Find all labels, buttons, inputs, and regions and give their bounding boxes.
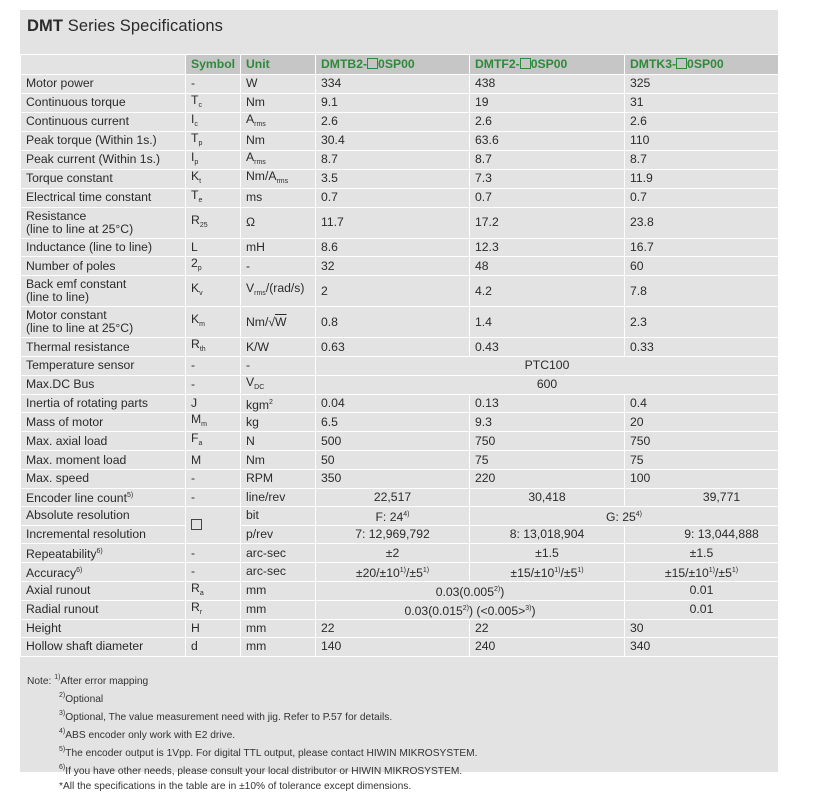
table-cell: Inertia of rotating parts [21, 394, 186, 413]
encoder-symbol-box [186, 507, 241, 544]
table-cell: Electrical time constant [21, 188, 186, 207]
table-cell: 30,418 [470, 488, 625, 507]
row-encoder-line-count [21, 488, 779, 507]
table-cell: Nm [241, 93, 316, 112]
table-cell: Torque constant [21, 169, 186, 188]
table-cell: 110 [625, 131, 779, 150]
table-cell: J [186, 394, 241, 413]
table-cell: 75 [470, 451, 625, 470]
table-cell: 0.63 [316, 338, 470, 357]
table-cell: Continuous current [21, 112, 186, 131]
table-cell: 2 [316, 276, 470, 307]
page-title: DMT Series Specifications [27, 17, 223, 35]
table-cell: $\pm 15/\pm 10^{1)}/\pm 5^{1)}$ [470, 562, 625, 581]
table-cell: d [186, 638, 241, 657]
table-cell: 11.9 [625, 169, 779, 188]
table-cell: - [186, 488, 241, 507]
table-cell: Temperature sensor [21, 357, 186, 376]
row-absolute-resolution [21, 507, 779, 526]
table-cell: 75 [625, 451, 779, 470]
table-cell: Nm [241, 131, 316, 150]
table-cell: 17.2 [470, 207, 625, 238]
table-cell: $A_{rms}$ [241, 150, 316, 169]
note-3: $^{3)}$Optional, The value measurement need with jig. Refer to P.57 for details. [59, 710, 393, 724]
table-cell: 16.7 [625, 238, 779, 257]
header-model-b2: DMTB2- 0SP00 [316, 55, 470, 75]
table-cell: 438 [470, 75, 625, 94]
table-cell: 3.5 [316, 169, 470, 188]
row-accuracy [21, 562, 779, 581]
table-cell: $R_{th}$ [186, 338, 241, 357]
table-cell: - [186, 469, 241, 488]
note-7: *All the specifications in the table are in ±10% of tolerance except dimensions. [59, 780, 412, 792]
table-cell: 750 [625, 432, 779, 451]
table-cell: 4.2 [470, 276, 625, 307]
table-cell: 0.03(0.015$^{2)}$) (<0.005>$^{3)}$) [316, 600, 625, 619]
table-cell: Hollow shaft diameter [21, 638, 186, 657]
row-motor-power [21, 75, 779, 94]
table-cell: ±1.5 [470, 544, 625, 563]
table-cell: $V_{rms}/(rad/s)$ [241, 276, 316, 307]
row-resistance [21, 207, 779, 238]
table-cell: - [186, 544, 241, 563]
table-cell: 0.7 [316, 188, 470, 207]
table-cell: 22 [470, 619, 625, 638]
table-cell: Max. speed [21, 469, 186, 488]
row-back-emf [21, 276, 779, 307]
row-axial-runout [21, 581, 779, 600]
note-4: $^{4)}$ABS encoder only work with E2 drive. [59, 728, 236, 742]
table-cell: 0.7 [470, 188, 625, 207]
table-cell: 48 [470, 257, 625, 276]
table-cell: 0.01 [625, 581, 779, 600]
row-max-speed [21, 469, 779, 488]
table-cell: N [241, 432, 316, 451]
table-cell: Mass of motor [21, 413, 186, 432]
note-2: $^{2)}$Optional [59, 692, 104, 706]
row-electrical-time-constant [21, 188, 779, 207]
table-cell: line/rev [241, 488, 316, 507]
table-cell: 0.8 [316, 307, 470, 338]
row-max-axial-load [21, 432, 779, 451]
row-continuous-current [21, 112, 779, 131]
header-unit: Unit [241, 55, 316, 75]
table-cell: - [186, 562, 241, 581]
header-model-f2: DMTF2- 0SP00 [470, 55, 625, 75]
table-cell: 2.6 [625, 112, 779, 131]
table-cell: p/rev [241, 525, 316, 544]
table-cell: L [186, 238, 241, 257]
table-cell: $R_{25}$ [186, 207, 241, 238]
table-cell: $K_v$ [186, 276, 241, 307]
table-cell: $A_{rms}$ [241, 112, 316, 131]
table-cell: $I_p$ [186, 150, 241, 169]
table-cell: 22,517 [316, 488, 470, 507]
table-cell: Max.DC Bus [21, 375, 186, 394]
table-cell: 19 [470, 93, 625, 112]
footnotes [27, 671, 477, 794]
table-cell: 60 [625, 257, 779, 276]
header-row [21, 55, 779, 75]
table-cell: 2.6 [316, 112, 470, 131]
table-cell: bit [241, 507, 316, 526]
table-cell: 325 [625, 75, 779, 94]
header-symbol: Symbol [186, 55, 241, 75]
table-cell: - [186, 357, 241, 376]
placeholder-box-icon [676, 58, 687, 69]
table-cell: $M_m$ [186, 413, 241, 432]
table-cell: 12.3 [470, 238, 625, 257]
row-hollow-shaft-diameter [21, 638, 779, 657]
table-cell: kgm$^2$ [241, 394, 316, 413]
row-peak-torque [21, 131, 779, 150]
spec-table [20, 54, 779, 657]
table-cell: 6.5 [316, 413, 470, 432]
table-cell: 30.4 [316, 131, 470, 150]
table-cell: Ω [241, 207, 316, 238]
table-cell: 11.7 [316, 207, 470, 238]
spec-sheet [20, 10, 778, 792]
table-cell: 9: 13,044,888 [625, 525, 779, 544]
table-cell: Accuracy$^{6)}$ [21, 562, 186, 581]
table-cell: 140 [316, 638, 470, 657]
placeholder-box-icon [520, 58, 531, 69]
table-cell: W [241, 75, 316, 94]
table-cell: 32 [316, 257, 470, 276]
table-cell: Radial runout [21, 600, 186, 619]
table-cell: RPM [241, 469, 316, 488]
table-cell: 7.3 [470, 169, 625, 188]
row-motor-constant [21, 307, 779, 338]
table-cell: mm [241, 619, 316, 638]
table-cell: M [186, 451, 241, 470]
note-6: $^{6)}$If you have other needs, please consult your local distributor or HIWIN MIKROSYSTEM. [59, 764, 463, 778]
table-cell: Encoder line count$^{5)}$ [21, 488, 186, 507]
table-cell: 240 [470, 638, 625, 657]
row-radial-runout [21, 600, 779, 619]
table-cell: $Nm/A_{rms}$ [241, 169, 316, 188]
table-cell: $V_{DC}$ [241, 375, 316, 394]
table-cell: kg [241, 413, 316, 432]
table-cell: F: 24$^{4)}$ [316, 507, 470, 526]
row-max-dc-bus [21, 375, 779, 394]
table-cell: 750 [470, 432, 625, 451]
table-cell: Absolute resolution [21, 507, 186, 526]
row-peak-current [21, 150, 779, 169]
table-cell: $F_a$ [186, 432, 241, 451]
table-cell: 600 [316, 375, 779, 394]
table-cell: mm [241, 600, 316, 619]
table-cell: Number of poles [21, 257, 186, 276]
table-cell: $I_c$ [186, 112, 241, 131]
table-cell: 8.7 [316, 150, 470, 169]
table-cell: - [241, 357, 316, 376]
table-cell: Repeatability$^{6)}$ [21, 544, 186, 563]
table-cell: 0.01 [625, 600, 779, 619]
table-cell: Resistance (line to line at 25°C) [21, 207, 186, 238]
table-cell: Peak torque (Within 1s.) [21, 131, 186, 150]
table-cell: Inductance (line to line) [21, 238, 186, 257]
table-cell: 22 [316, 619, 470, 638]
table-cell: 0.13 [470, 394, 625, 413]
table-cell: K/W [241, 338, 316, 357]
table-cell: - [241, 257, 316, 276]
table-cell: 8.6 [316, 238, 470, 257]
table-cell: - [186, 75, 241, 94]
table-cell: 9.1 [316, 93, 470, 112]
table-cell: Max. moment load [21, 451, 186, 470]
table-cell: Motor constant (line to line at 25°C) [21, 307, 186, 338]
table-cell: arc-sec [241, 544, 316, 563]
row-thermal-resistance [21, 338, 779, 357]
table-cell: Continuous torque [21, 93, 186, 112]
table-cell: 0.4 [625, 394, 779, 413]
header-blank [21, 55, 186, 75]
note-1: Note: $^{1)}$After error mapping [27, 674, 149, 687]
table-cell: - [186, 375, 241, 394]
table-cell: $K_m$ [186, 307, 241, 338]
table-cell: $T_p$ [186, 131, 241, 150]
table-cell: $R_r$ [186, 600, 241, 619]
table-cell: $R_a$ [186, 581, 241, 600]
table-cell: 0.33 [625, 338, 779, 357]
table-cell: $\pm 20/\pm 10^{1)}/\pm 5^{1)}$ [316, 562, 470, 581]
table-cell: $T_c$ [186, 93, 241, 112]
table-cell: 7: 12,969,792 [316, 525, 470, 544]
row-inertia [21, 394, 779, 413]
row-temperature-sensor [21, 357, 779, 376]
table-cell: 334 [316, 75, 470, 94]
table-cell: arc-sec [241, 562, 316, 581]
row-max-moment-load [21, 451, 779, 470]
table-cell: 7.8 [625, 276, 779, 307]
table-cell: 0.7 [625, 188, 779, 207]
table-cell: 0.04 [316, 394, 470, 413]
row-torque-constant [21, 169, 779, 188]
table-cell: 220 [470, 469, 625, 488]
table-cell: ±2 [316, 544, 470, 563]
table-cell: 350 [316, 469, 470, 488]
table-cell: 50 [316, 451, 470, 470]
placeholder-box-icon [191, 519, 202, 530]
table-cell: 100 [625, 469, 779, 488]
table-cell: H [186, 619, 241, 638]
table-cell: mm [241, 581, 316, 600]
table-cell: 1.4 [470, 307, 625, 338]
table-cell: $\pm 15/\pm 10^{1)}/\pm 5^{1)}$ [625, 562, 779, 581]
table-cell: Max. axial load [21, 432, 186, 451]
table-cell: 2.6 [470, 112, 625, 131]
table-cell: 23.8 [625, 207, 779, 238]
table-cell: $T_e$ [186, 188, 241, 207]
table-cell: Nm/√W [241, 307, 316, 338]
table-cell: 63.6 [470, 131, 625, 150]
table-cell: PTC100 [316, 357, 779, 376]
table-cell: mH [241, 238, 316, 257]
row-incremental-resolution [21, 525, 779, 544]
note-5: $^{5)}$The encoder output is 1Vpp. For digital TTL output, please contact HIWIN MIKROSYSTEM. [59, 746, 478, 760]
table-cell: 8.7 [625, 150, 779, 169]
table-cell: 340 [625, 638, 779, 657]
table-cell: Thermal resistance [21, 338, 186, 357]
row-inductance [21, 238, 779, 257]
table-cell: 500 [316, 432, 470, 451]
row-mass [21, 413, 779, 432]
table-cell: ±1.5 [625, 544, 779, 563]
table-cell: Height [21, 619, 186, 638]
table-cell: 8.7 [470, 150, 625, 169]
row-number-of-poles [21, 257, 779, 276]
table-cell: Back emf constant (line to line) [21, 276, 186, 307]
row-repeatability [21, 544, 779, 563]
table-cell: 9.3 [470, 413, 625, 432]
table-cell: $K_t$ [186, 169, 241, 188]
table-cell: Motor power [21, 75, 186, 94]
table-cell: G: 25$^{4)}$ [470, 507, 779, 526]
table-cell: ms [241, 188, 316, 207]
table-cell: Incremental resolution [21, 525, 186, 544]
table-cell: 8: 13,018,904 [470, 525, 625, 544]
table-cell: 39,771 [625, 488, 779, 507]
row-continuous-torque [21, 93, 779, 112]
table-cell: 20 [625, 413, 779, 432]
table-cell: mm [241, 638, 316, 657]
table-cell: 30 [625, 619, 779, 638]
table-cell: Axial runout [21, 581, 186, 600]
table-cell: Nm [241, 451, 316, 470]
table-cell: 0.03(0.005$^{2)}$) [316, 581, 625, 600]
table-cell: Peak current (Within 1s.) [21, 150, 186, 169]
row-height [21, 619, 779, 638]
table-cell: 2.3 [625, 307, 779, 338]
placeholder-box-icon [367, 58, 378, 69]
header-model-k3: DMTK3- 0SP00 [625, 55, 779, 75]
table-cell: 31 [625, 93, 779, 112]
table-cell: 0.43 [470, 338, 625, 357]
table-cell: $2_p$ [186, 257, 241, 276]
